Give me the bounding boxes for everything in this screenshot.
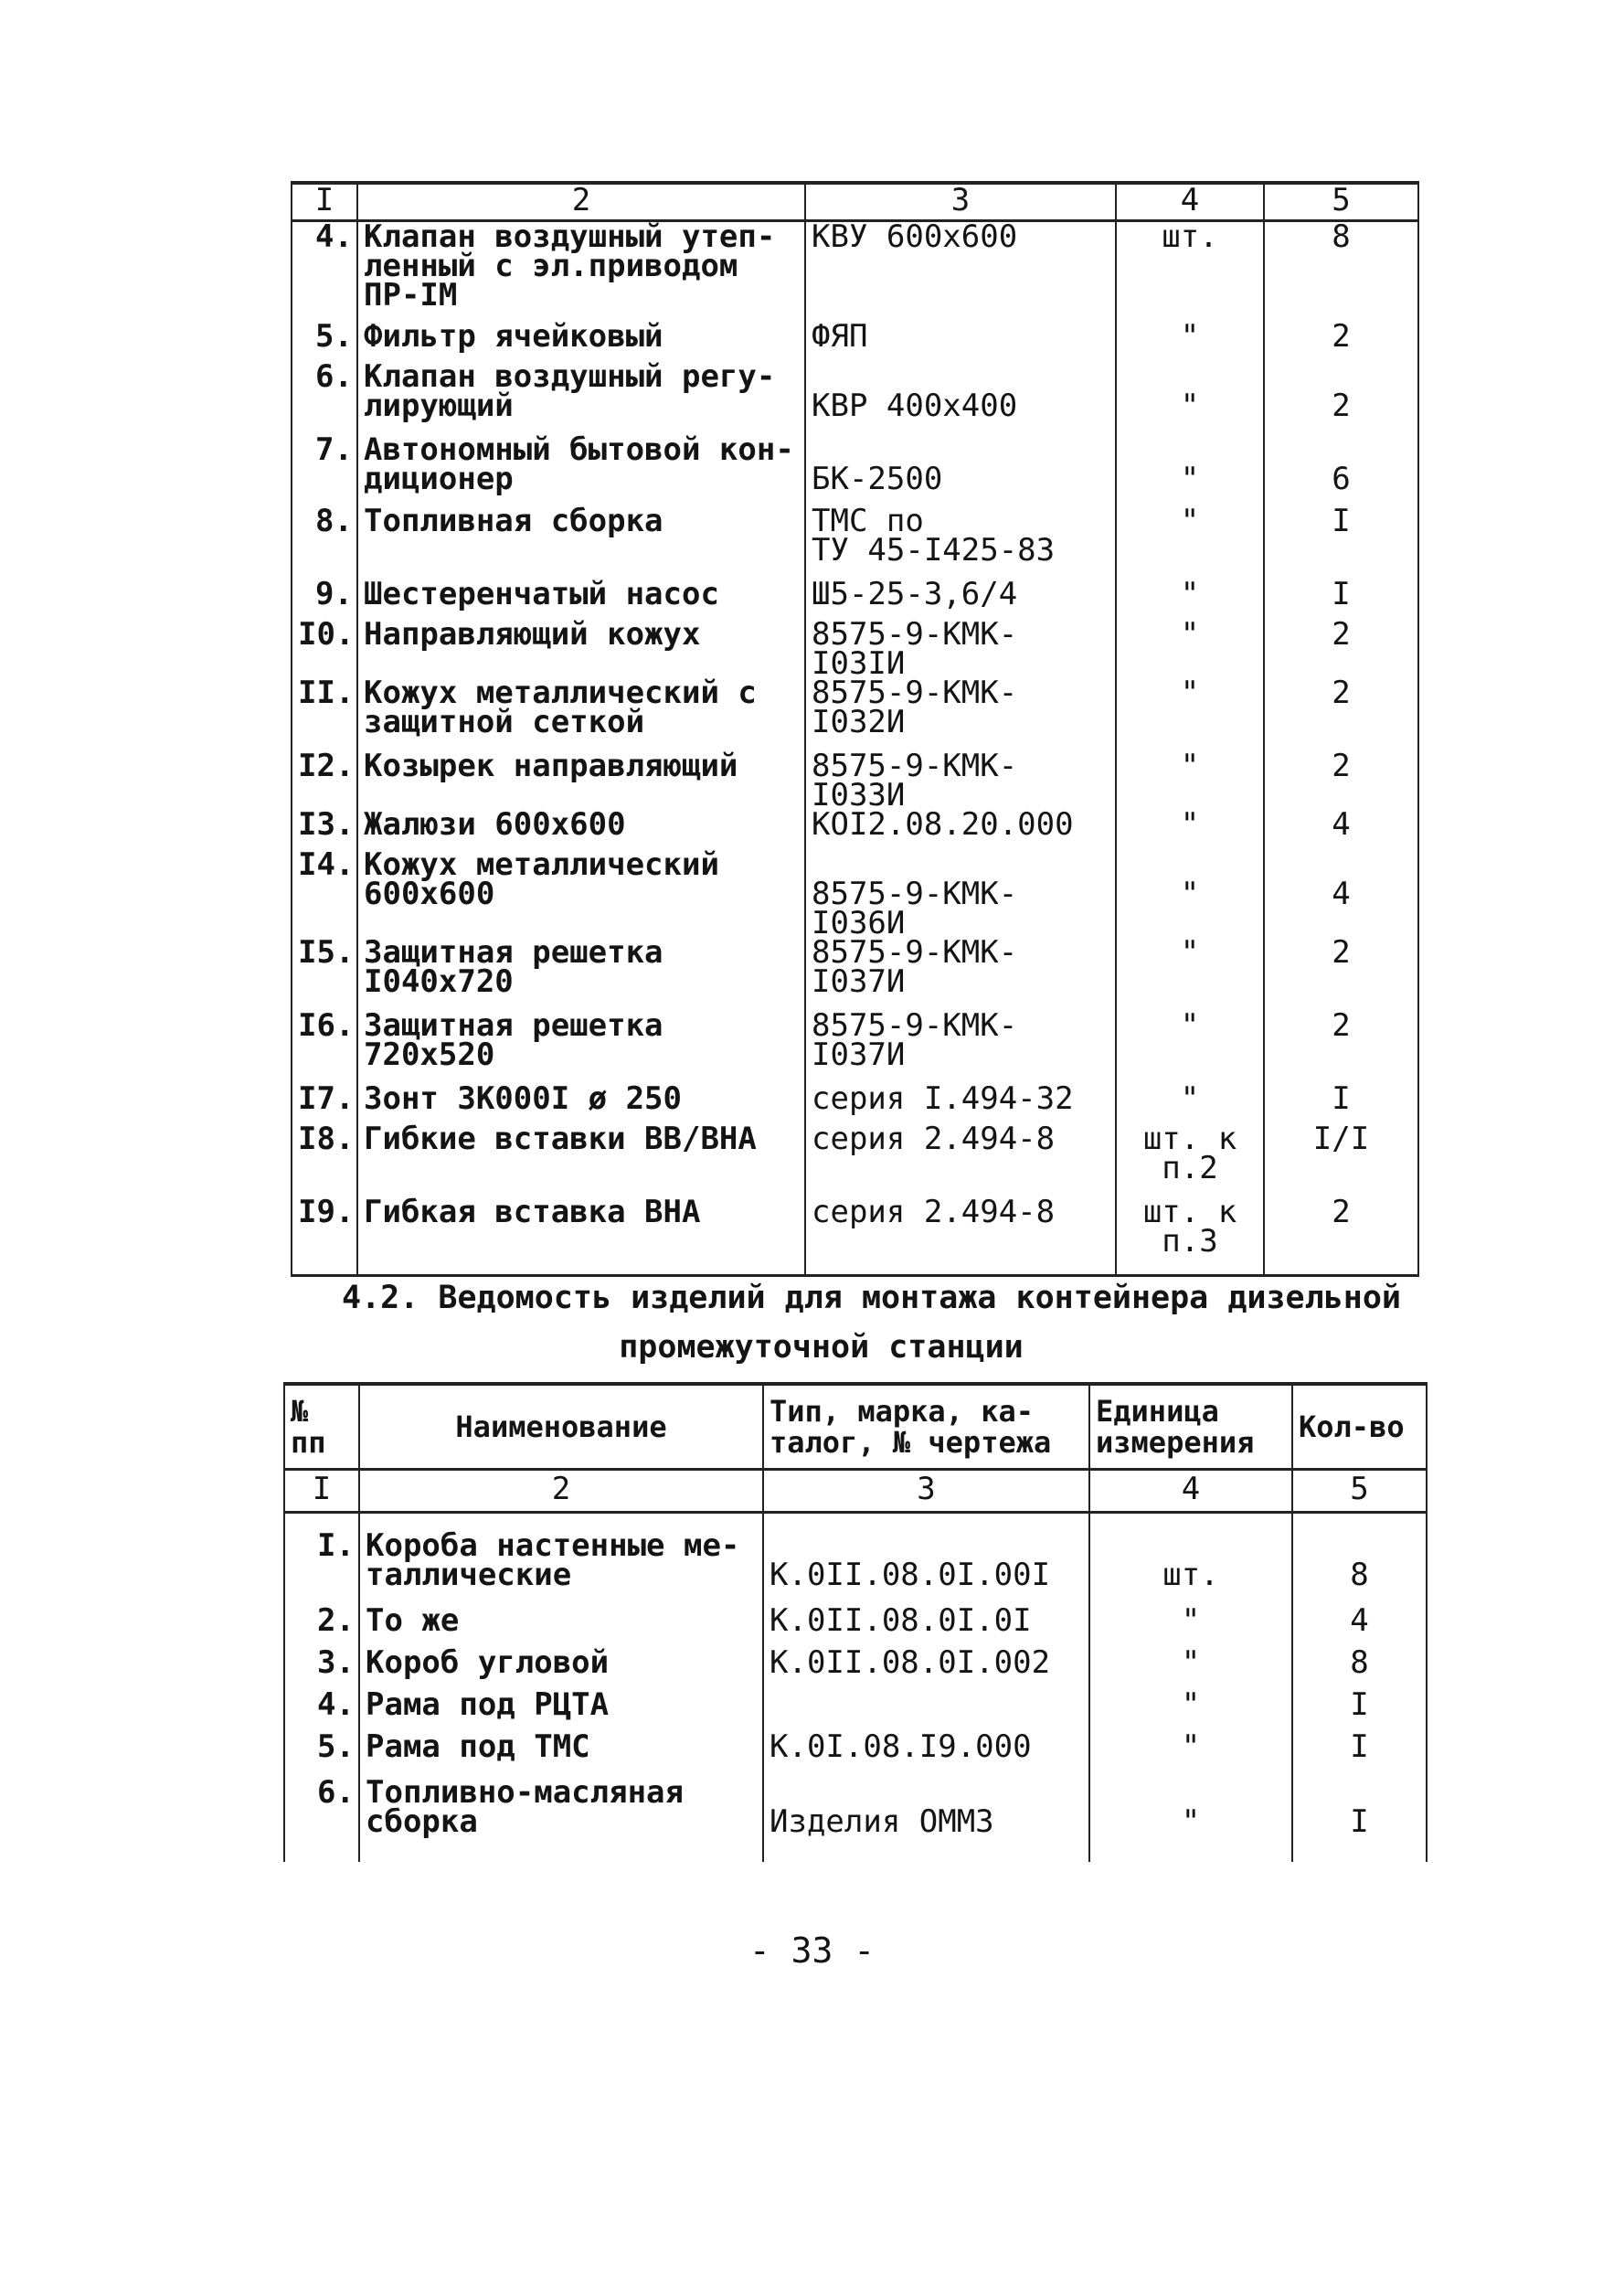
item-name: Гибкие вставки ВВ/ВНА <box>357 1124 805 1197</box>
item-unit: " <box>1089 1690 1292 1732</box>
table-row <box>292 850 1418 938</box>
item-name: Фильтр ячейковый <box>357 322 805 362</box>
item-name: Козырек направляющий <box>357 751 805 810</box>
table-row <box>292 506 1418 579</box>
row-number: 2. <box>284 1606 359 1648</box>
item-unit: " <box>1116 322 1264 362</box>
table-row <box>292 938 1418 1011</box>
table-row <box>292 678 1418 751</box>
item-name: Зонт ЗК000I ø 250 <box>357 1084 805 1124</box>
column-number: 4 <box>1089 1470 1292 1513</box>
item-unit: " <box>1116 938 1264 1011</box>
item-type: БК-2500 <box>805 435 1116 506</box>
column-number: I <box>292 183 357 221</box>
column-number: 4 <box>1116 183 1264 221</box>
item-unit: " <box>1116 362 1264 435</box>
item-type: Изделия ОММЗ <box>763 1778 1089 1862</box>
spacer-cell <box>1292 1513 1427 1531</box>
table-row <box>284 1648 1427 1690</box>
column-number: I <box>284 1470 359 1513</box>
row-number: 7. <box>292 435 357 506</box>
item-quantity: 2 <box>1264 678 1418 751</box>
column-number: 3 <box>805 183 1116 221</box>
column-header: Единица измерения <box>1089 1384 1292 1470</box>
item-unit: " <box>1116 579 1264 620</box>
item-unit: " <box>1116 751 1264 810</box>
row-number: 5. <box>292 322 357 362</box>
item-unit: " <box>1116 1011 1264 1084</box>
item-type: ТМС по ТУ 45-I425-83 <box>805 506 1116 579</box>
equipment-table-continued <box>291 181 1419 1277</box>
row-number: I. <box>284 1531 359 1606</box>
item-name: Кожух металлический 600х600 <box>357 850 805 938</box>
item-type: КВУ 600х600 <box>805 221 1116 322</box>
item-type: 8575-9-КМК-I032И <box>805 678 1116 751</box>
table-row <box>292 810 1418 850</box>
item-quantity: I/I <box>1264 1124 1418 1197</box>
row-number: I5. <box>292 938 357 1011</box>
item-name: Рама под ТМС <box>359 1732 763 1778</box>
item-quantity: 2 <box>1264 620 1418 678</box>
item-quantity: I <box>1264 579 1418 620</box>
item-name: Жалюзи 600х600 <box>357 810 805 850</box>
item-unit: " <box>1089 1732 1292 1778</box>
item-name: Рама под РЦТА <box>359 1690 763 1732</box>
item-quantity: 8 <box>1292 1648 1427 1690</box>
item-quantity: I <box>1292 1690 1427 1732</box>
column-header: Тип, марка, ка- талог, № чертежа <box>763 1384 1089 1470</box>
row-number: 8. <box>292 506 357 579</box>
item-quantity: 4 <box>1264 810 1418 850</box>
item-unit: шт. к п.3 <box>1116 1197 1264 1276</box>
item-type: серия 2.494-8 <box>805 1124 1116 1197</box>
row-number: I0. <box>292 620 357 678</box>
item-quantity: 2 <box>1264 751 1418 810</box>
column-number: 2 <box>359 1470 763 1513</box>
table-row <box>284 1606 1427 1648</box>
table-row <box>284 1732 1427 1778</box>
item-name: Гибкая вставка ВНА <box>357 1197 805 1276</box>
item-unit: " <box>1089 1606 1292 1648</box>
item-type: серия 2.494-8 <box>805 1197 1116 1276</box>
item-quantity: 4 <box>1264 850 1418 938</box>
item-quantity: 6 <box>1264 435 1418 506</box>
row-number: I4. <box>292 850 357 938</box>
table-row <box>292 435 1418 506</box>
item-name: Направляющий кожух <box>357 620 805 678</box>
item-unit: шт. к п.2 <box>1116 1124 1264 1197</box>
item-quantity: 2 <box>1264 362 1418 435</box>
item-name: Клапан воздушный утеп- ленный с эл.приводом ПР-IМ <box>357 221 805 322</box>
item-unit: " <box>1089 1648 1292 1690</box>
table-row <box>292 751 1418 810</box>
column-number: 5 <box>1292 1470 1427 1513</box>
row-number: 6. <box>292 362 357 435</box>
row-number: I8. <box>292 1124 357 1197</box>
item-type: 8575-9-КМК-I03IИ <box>805 620 1116 678</box>
item-unit: " <box>1116 850 1264 938</box>
item-name: Короб угловой <box>359 1648 763 1690</box>
page-number: - 33 - <box>748 1930 876 1971</box>
table-row <box>292 1124 1418 1197</box>
row-number: I7. <box>292 1084 357 1124</box>
item-name: Топливная сборка <box>357 506 805 579</box>
row-number: 4. <box>284 1690 359 1732</box>
item-quantity: 4 <box>1292 1606 1427 1648</box>
table-row <box>292 221 1418 322</box>
item-type: 8575-9-КМК-I037И <box>805 1011 1116 1084</box>
item-unit: " <box>1089 1778 1292 1862</box>
column-header: Кол-во <box>1292 1384 1427 1470</box>
column-header: Наименование <box>359 1384 763 1470</box>
item-unit: " <box>1116 435 1264 506</box>
item-name: Защитная решетка 720х520 <box>357 1011 805 1084</box>
item-quantity: 2 <box>1264 322 1418 362</box>
table-row <box>292 1084 1418 1124</box>
table-row <box>292 1197 1418 1276</box>
item-name: То же <box>359 1606 763 1648</box>
item-quantity: I <box>1292 1732 1427 1778</box>
row-number: 4. <box>292 221 357 322</box>
item-type: ФЯП <box>805 322 1116 362</box>
item-name: Автономный бытовой кон- диционер <box>357 435 805 506</box>
item-name: Кожух металлический с защитной сеткой <box>357 678 805 751</box>
item-unit: " <box>1116 620 1264 678</box>
table-row <box>292 362 1418 435</box>
item-type: КОI2.08.20.000 <box>805 810 1116 850</box>
table-row <box>292 579 1418 620</box>
row-number: I9. <box>292 1197 357 1276</box>
item-name: Топливно-масляная сборка <box>359 1778 763 1862</box>
item-quantity: I <box>1264 1084 1418 1124</box>
item-type: 8575-9-КМК-I033И <box>805 751 1116 810</box>
item-type <box>763 1690 1089 1732</box>
item-unit: " <box>1116 506 1264 579</box>
item-type: К.0II.08.0I.00I <box>763 1531 1089 1606</box>
row-number: I2. <box>292 751 357 810</box>
item-quantity: 8 <box>1264 221 1418 322</box>
row-number: I3. <box>292 810 357 850</box>
table-row <box>284 1690 1427 1732</box>
table-row <box>284 1531 1427 1606</box>
row-number: 5. <box>284 1732 359 1778</box>
spacer-cell <box>763 1513 1089 1531</box>
row-number: I6. <box>292 1011 357 1084</box>
item-name: Короба настенные ме- таллические <box>359 1531 763 1606</box>
column-number-row <box>284 1470 1427 1513</box>
column-number: 5 <box>1264 183 1418 221</box>
item-type: К.0II.08.0I.0I <box>763 1606 1089 1648</box>
item-quantity: 2 <box>1264 938 1418 1011</box>
row-number: 3. <box>284 1648 359 1690</box>
section-caption-line2: промежуточной станции <box>619 1329 1024 1366</box>
installation-items-table <box>283 1382 1428 1862</box>
column-number: 2 <box>357 183 805 221</box>
item-quantity: 8 <box>1292 1531 1427 1606</box>
header-row <box>284 1384 1427 1470</box>
section-caption-line1: 4.2. Ведомость изделий для монтажа контейнера дизельной <box>342 1280 1401 1316</box>
item-quantity: I <box>1264 506 1418 579</box>
row-number: 6. <box>284 1778 359 1862</box>
item-name: Шестеренчатый насос <box>357 579 805 620</box>
column-header: № пп <box>284 1384 359 1470</box>
item-unit: " <box>1116 1084 1264 1124</box>
item-unit: " <box>1116 810 1264 850</box>
table-row <box>292 322 1418 362</box>
item-name: Защитная решетка I040х720 <box>357 938 805 1011</box>
table-row <box>292 620 1418 678</box>
table-row <box>284 1778 1427 1862</box>
table-row <box>292 1011 1418 1084</box>
item-quantity: 2 <box>1264 1011 1418 1084</box>
item-type: 8575-9-КМК-I037И <box>805 938 1116 1011</box>
item-type: 8575-9-КМК-I036И <box>805 850 1116 938</box>
item-quantity: I <box>1292 1778 1427 1862</box>
column-number: 3 <box>763 1470 1089 1513</box>
column-number-row <box>292 183 1418 221</box>
item-unit: " <box>1116 678 1264 751</box>
item-quantity: 2 <box>1264 1197 1418 1276</box>
item-type: Ш5-25-3,6/4 <box>805 579 1116 620</box>
item-unit: шт. <box>1089 1531 1292 1606</box>
item-type: К.0I.08.I9.000 <box>763 1732 1089 1778</box>
item-type: КВР 400х400 <box>805 362 1116 435</box>
item-unit: шт. <box>1116 221 1264 322</box>
item-type: серия I.494-32 <box>805 1084 1116 1124</box>
row-number: II. <box>292 678 357 751</box>
spacer-cell <box>1089 1513 1292 1531</box>
item-name: Клапан воздушный регу- лирующий <box>357 362 805 435</box>
row-number: 9. <box>292 579 357 620</box>
item-type: К.0II.08.0I.002 <box>763 1648 1089 1690</box>
